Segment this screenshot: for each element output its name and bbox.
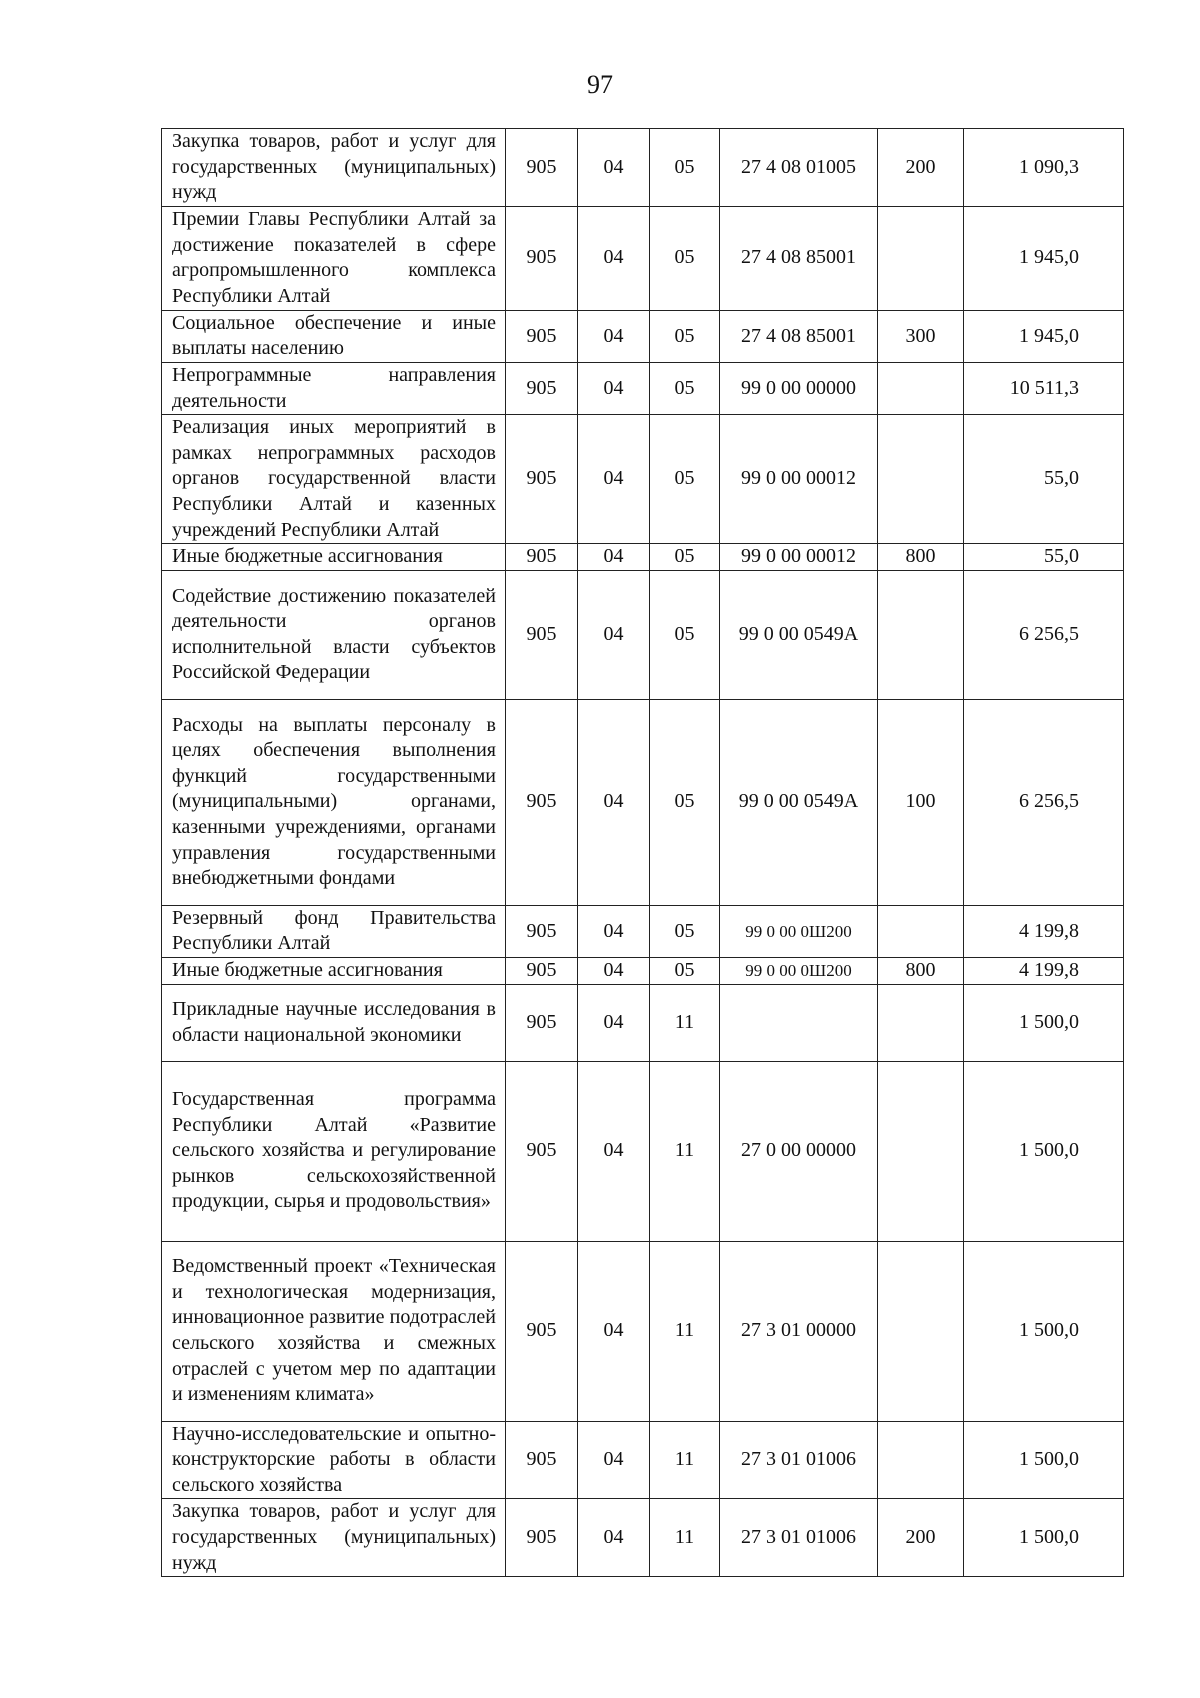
row-ved-code: 905 — [506, 1241, 578, 1421]
table-row — [162, 544, 1124, 571]
table-row — [162, 957, 1124, 984]
row-expense-type-code: 200 — [878, 1499, 964, 1577]
row-name: Научно-исследовательские и опытно-конструкторские работы в области сельского хозяйства — [162, 1421, 506, 1499]
row-name: Ведомственный проект «Техническая и технологическая модернизация, инновационное развитие подотраслей сельского хозяйства и смежных отраслей с учетом мер по адаптации и изменениям климата» — [162, 1241, 506, 1421]
row-expense-type-code — [878, 362, 964, 414]
row-expense-type-code — [878, 570, 964, 699]
row-subsection-code: 05 — [650, 206, 720, 310]
row-ved-code: 905 — [506, 984, 578, 1061]
row-name: Иные бюджетные ассигнования — [162, 544, 506, 571]
table-row — [162, 129, 1124, 207]
row-subsection-code: 05 — [650, 310, 720, 362]
row-subsection-code: 05 — [650, 362, 720, 414]
row-ved-code: 905 — [506, 206, 578, 310]
row-name: Закупка товаров, работ и услуг для государственных (муниципальных) нужд — [162, 1499, 506, 1577]
row-amount: 1 500,0 — [964, 984, 1124, 1061]
row-section-code: 04 — [578, 362, 650, 414]
row-section-code: 04 — [578, 699, 650, 905]
page-number: 97 — [587, 70, 613, 99]
table-row — [162, 1421, 1124, 1499]
row-target-article-code: 99 0 00 00012 — [720, 544, 878, 571]
row-subsection-code: 05 — [650, 129, 720, 207]
row-subsection-code: 05 — [650, 570, 720, 699]
row-target-article-code: 27 3 01 01006 — [720, 1421, 878, 1499]
row-section-code: 04 — [578, 1241, 650, 1421]
row-expense-type-code — [878, 1061, 964, 1241]
row-name: Непрограммные направления деятельности — [162, 362, 506, 414]
row-subsection-code: 11 — [650, 1241, 720, 1421]
row-ved-code: 905 — [506, 1061, 578, 1241]
row-expense-type-code: 800 — [878, 544, 964, 571]
row-expense-type-code — [878, 206, 964, 310]
row-section-code: 04 — [578, 1061, 650, 1241]
row-section-code: 04 — [578, 310, 650, 362]
table-row — [162, 415, 1124, 544]
row-subsection-code: 11 — [650, 1421, 720, 1499]
row-target-article-code: 27 3 01 00000 — [720, 1241, 878, 1421]
row-amount: 1 500,0 — [964, 1241, 1124, 1421]
row-target-article-code: 27 0 00 00000 — [720, 1061, 878, 1241]
row-target-article-code: 99 0 00 00000 — [720, 362, 878, 414]
row-section-code: 04 — [578, 957, 650, 984]
row-name: Иные бюджетные ассигнования — [162, 957, 506, 984]
row-target-article-code: 27 3 01 01006 — [720, 1499, 878, 1577]
row-expense-type-code — [878, 415, 964, 544]
row-amount: 55,0 — [964, 544, 1124, 571]
row-expense-type-code: 200 — [878, 129, 964, 207]
row-expense-type-code: 300 — [878, 310, 964, 362]
row-target-article-code: 27 4 08 85001 — [720, 310, 878, 362]
row-subsection-code: 11 — [650, 1499, 720, 1577]
table-row — [162, 570, 1124, 699]
row-section-code: 04 — [578, 570, 650, 699]
row-subsection-code: 05 — [650, 957, 720, 984]
table-row — [162, 984, 1124, 1061]
row-amount: 1 945,0 — [964, 206, 1124, 310]
row-subsection-code: 05 — [650, 544, 720, 571]
row-expense-type-code — [878, 1421, 964, 1499]
row-name: Реализация иных мероприятий в рамках непрограммных расходов органов государственной власти Республики Алтай и казенных учреждений Республики Алтай — [162, 415, 506, 544]
row-section-code: 04 — [578, 129, 650, 207]
row-subsection-code: 11 — [650, 1061, 720, 1241]
row-amount: 4 199,8 — [964, 957, 1124, 984]
table-row — [162, 362, 1124, 414]
budget-table — [161, 128, 1124, 1577]
row-subsection-code: 05 — [650, 905, 720, 957]
row-section-code: 04 — [578, 544, 650, 571]
row-amount: 6 256,5 — [964, 570, 1124, 699]
row-section-code: 04 — [578, 206, 650, 310]
row-amount: 6 256,5 — [964, 699, 1124, 905]
row-ved-code: 905 — [506, 1499, 578, 1577]
row-ved-code: 905 — [506, 905, 578, 957]
table-row — [162, 1241, 1124, 1421]
row-ved-code: 905 — [506, 1421, 578, 1499]
row-ved-code: 905 — [506, 570, 578, 699]
row-expense-type-code — [878, 905, 964, 957]
row-ved-code: 905 — [506, 957, 578, 984]
row-amount: 1 090,3 — [964, 129, 1124, 207]
table-row — [162, 310, 1124, 362]
row-section-code: 04 — [578, 415, 650, 544]
row-subsection-code: 11 — [650, 984, 720, 1061]
row-target-article-code: 27 4 08 85001 — [720, 206, 878, 310]
row-amount: 1 500,0 — [964, 1061, 1124, 1241]
row-amount: 4 199,8 — [964, 905, 1124, 957]
row-ved-code: 905 — [506, 544, 578, 571]
row-target-article-code: 99 0 00 0Ш200 — [720, 905, 878, 957]
table-row — [162, 206, 1124, 310]
row-target-article-code — [720, 984, 878, 1061]
table-row — [162, 1499, 1124, 1577]
row-target-article-code: 27 4 08 01005 — [720, 129, 878, 207]
row-section-code: 04 — [578, 984, 650, 1061]
row-ved-code: 905 — [506, 699, 578, 905]
row-amount: 1 500,0 — [964, 1499, 1124, 1577]
row-amount: 1 945,0 — [964, 310, 1124, 362]
row-ved-code: 905 — [506, 362, 578, 414]
row-section-code: 04 — [578, 1499, 650, 1577]
budget-table-body — [162, 129, 1124, 1577]
row-expense-type-code: 100 — [878, 699, 964, 905]
row-target-article-code: 99 0 00 0549А — [720, 699, 878, 905]
row-section-code: 04 — [578, 1421, 650, 1499]
row-name: Социальное обеспечение и иные выплаты населению — [162, 310, 506, 362]
row-name: Закупка товаров, работ и услуг для государственных (муниципальных) нужд — [162, 129, 506, 207]
row-target-article-code: 99 0 00 0549А — [720, 570, 878, 699]
row-ved-code: 905 — [506, 310, 578, 362]
row-section-code: 04 — [578, 905, 650, 957]
row-subsection-code: 05 — [650, 415, 720, 544]
row-name: Расходы на выплаты персоналу в целях обеспечения выполнения функций государственными (муниципальными) органами, казенными учреждениями, органами управления государственными внебюджетными фондами — [162, 699, 506, 905]
row-name: Премии Главы Республики Алтай за достижение показателей в сфере агропромышленного комплекса Республики Алтай — [162, 206, 506, 310]
table-row — [162, 905, 1124, 957]
row-expense-type-code: 800 — [878, 957, 964, 984]
row-name: Резервный фонд Правительства Республики Алтай — [162, 905, 506, 957]
row-expense-type-code — [878, 984, 964, 1061]
row-amount: 55,0 — [964, 415, 1124, 544]
row-ved-code: 905 — [506, 415, 578, 544]
row-name: Содействие достижению показателей деятельности органов исполнительной власти субъектов Российской Федерации — [162, 570, 506, 699]
row-subsection-code: 05 — [650, 699, 720, 905]
row-name: Государственная программа Республики Алтай «Развитие сельского хозяйства и регулирование рынков сельскохозяйственной продукции, сырья и продовольствия» — [162, 1061, 506, 1241]
row-target-article-code: 99 0 00 0Ш200 — [720, 957, 878, 984]
row-name: Прикладные научные исследования в области национальной экономики — [162, 984, 506, 1061]
row-ved-code: 905 — [506, 129, 578, 207]
table-row — [162, 699, 1124, 905]
row-amount: 10 511,3 — [964, 362, 1124, 414]
row-amount: 1 500,0 — [964, 1421, 1124, 1499]
row-expense-type-code — [878, 1241, 964, 1421]
row-target-article-code: 99 0 00 00012 — [720, 415, 878, 544]
table-row — [162, 1061, 1124, 1241]
